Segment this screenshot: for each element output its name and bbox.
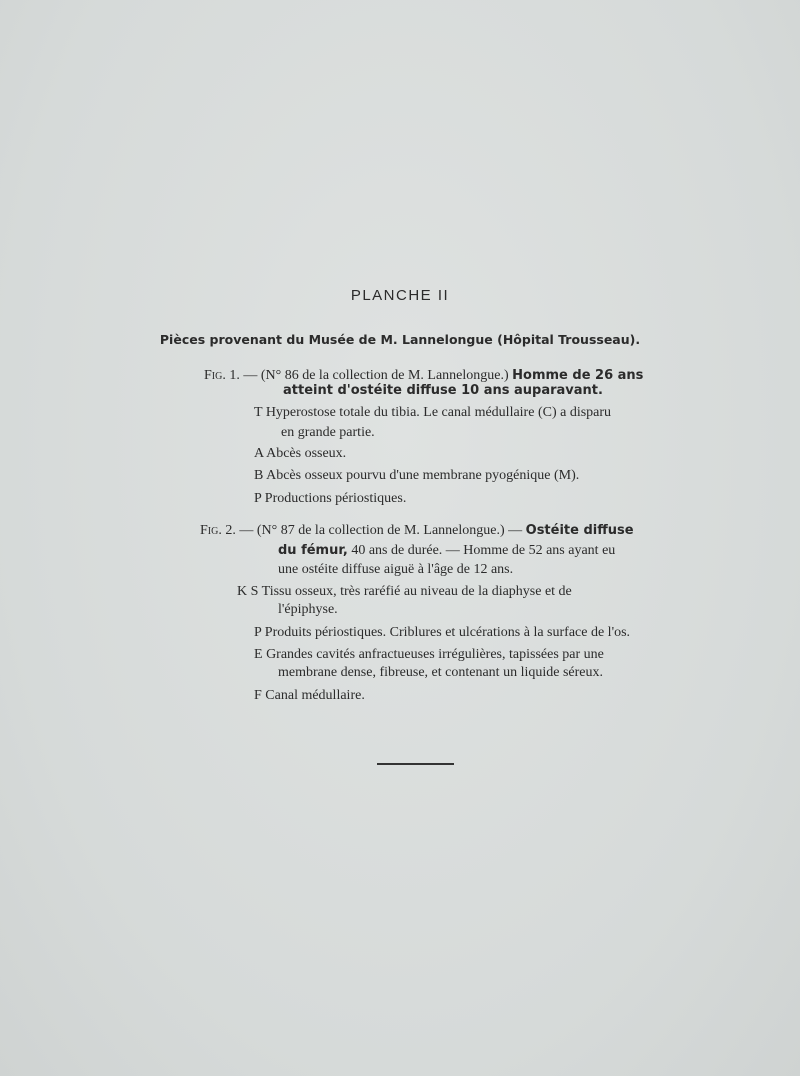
legend-text: Abcès osseux pourvu d'une membrane pyogénique (M). (266, 468, 580, 483)
fig2-collection: (N° 87 de la collection de M. Lannelongue.) — (256, 523, 523, 538)
legend-key: T (254, 405, 263, 420)
legend-key: B (254, 468, 264, 483)
legend-text: Canal médullaire. (265, 688, 365, 703)
fig1-item-B (254, 468, 579, 484)
fig1-bold-2: atteint d'ostéite diffuse 10 ans auparavant. (283, 383, 603, 398)
fig2-item-E (254, 647, 604, 663)
plate-subtitle: Pièces provenant du Musée de M. Lannelongue (Hôpital Trousseau). (159, 332, 641, 347)
fig2-item-KS-cont: l'épiphyse. (278, 602, 338, 617)
legend-key: K S (237, 584, 259, 599)
legend-text: Tissu osseux, très raréfié au niveau de la diaphyse et de (261, 584, 572, 599)
legend-key: P (254, 491, 262, 506)
fig1-item-T (254, 405, 611, 421)
legend-key: A (254, 446, 264, 461)
fig2-heading-line1 (200, 523, 634, 539)
legend-text: Grandes cavités anfractueuses irrégulières, tapissées par une (266, 647, 604, 662)
fig1-item-T-cont: en grande partie. (281, 425, 375, 440)
fig2-item-KS (237, 584, 572, 600)
fig2-heading-line2 (278, 543, 615, 559)
fig1-heading-line1 (204, 368, 643, 384)
fig2-label: Fig. (200, 523, 222, 538)
fig2-bold-2: du fémur, (278, 543, 348, 558)
fig1-number: 1. — (229, 368, 258, 383)
fig1-item-A (254, 446, 346, 462)
legend-key: F (254, 688, 262, 703)
fig2-item-E-cont: membrane dense, fibreuse, et contenant un liquide séreux. (278, 665, 603, 680)
fig2-number: 2. — (225, 523, 254, 538)
closing-rule (377, 763, 454, 765)
fig1-bold-1: Homme de 26 ans (512, 368, 644, 383)
legend-key: E (254, 647, 263, 662)
fig2-duration: 40 ans de durée. — Homme de 52 ans ayant eu (351, 543, 616, 558)
fig1-label: Fig. (204, 368, 226, 383)
fig2-bold-1: Ostéite diffuse (525, 523, 634, 538)
fig2-item-P (254, 625, 630, 641)
legend-key: P (254, 625, 262, 640)
fig1-collection: (N° 86 de la collection de M. Lannelongue.) (260, 368, 509, 383)
fig1-item-P (254, 491, 406, 507)
legend-text: Abcès osseux. (266, 446, 347, 461)
plate-title: PLANCHE II (350, 287, 450, 304)
legend-text: Productions périostiques. (264, 491, 407, 506)
fig2-item-F (254, 688, 365, 704)
legend-text: Hyperostose totale du tibia. Le canal médullaire (C) a disparu (265, 405, 612, 420)
legend-text: Produits périostiques. Criblures et ulcérations à la surface de l'os. (264, 625, 631, 640)
fig2-heading-line3: une ostéite diffuse aiguë à l'âge de 12 ans. (278, 562, 514, 577)
